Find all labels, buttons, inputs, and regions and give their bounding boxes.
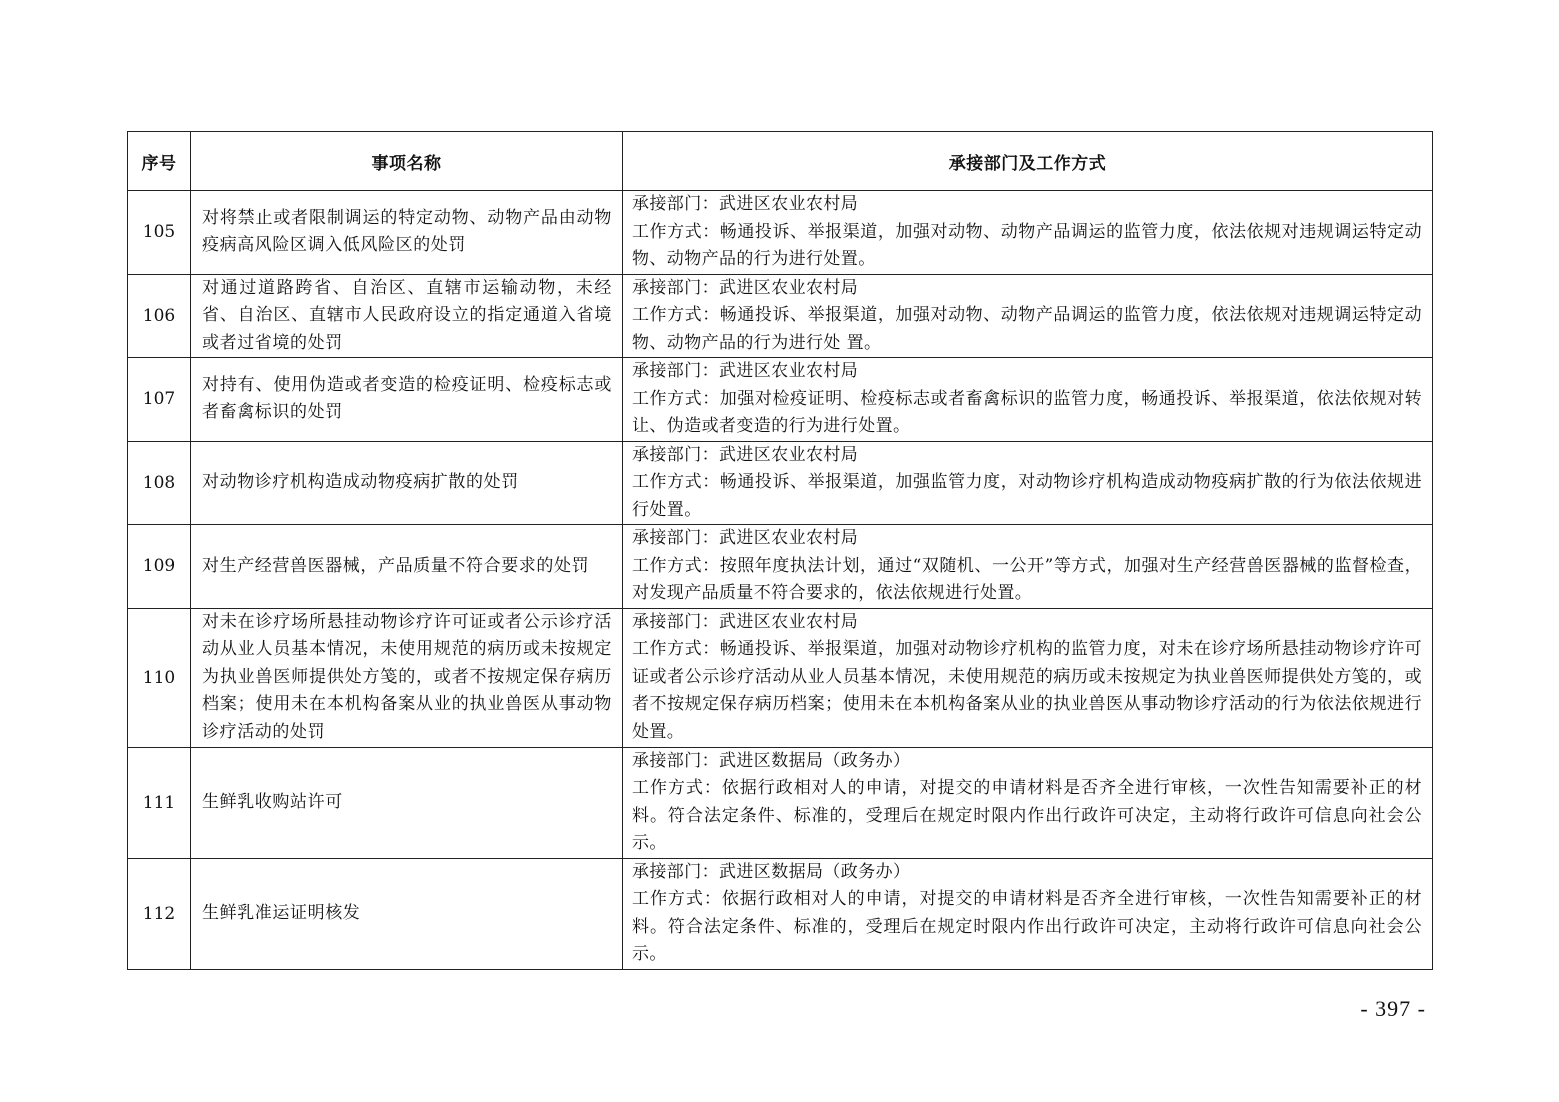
table-row xyxy=(128,747,1433,858)
department-and-method xyxy=(623,858,1433,969)
department-and-method xyxy=(623,191,1433,275)
item-name: 对将禁止或者限制调运的特定动物、动物产品由动物疫病高风险区调入低风险区的处罚 xyxy=(191,191,623,275)
header-department-and-method: 承接部门及工作方式 xyxy=(623,132,1433,191)
page-number: - 397 - xyxy=(1360,996,1426,1021)
department-and-method xyxy=(623,274,1433,358)
table-row xyxy=(128,858,1433,969)
department-line: 承接部门：武进区农业农村局 xyxy=(632,528,859,548)
department-and-method xyxy=(623,441,1433,525)
row-number: 109 xyxy=(128,525,191,609)
matters-table xyxy=(127,131,1433,970)
item-name: 生鲜乳收购站许可 xyxy=(191,747,623,858)
table-row xyxy=(128,608,1433,747)
row-number: 107 xyxy=(128,358,191,442)
method-line: 工作方式：畅通投诉、举报渠道，加强监管力度，对动物诊疗机构造成动物疫病扩散的行为依法依规进行处置。 xyxy=(632,472,1422,520)
department-line: 承接部门：武进区数据局（政务办） xyxy=(632,861,911,882)
header-item-name: 事项名称 xyxy=(191,132,623,191)
department-line: 承接部门：武进区农业农村局 xyxy=(632,444,859,465)
row-number: 106 xyxy=(128,274,191,358)
department-line: 承接部门：武进区农业农村局 xyxy=(632,194,859,214)
row-number: 112 xyxy=(128,858,191,969)
department-line: 承接部门：武进区农业农村局 xyxy=(632,611,859,632)
department-and-method xyxy=(623,747,1433,858)
department-and-method xyxy=(623,608,1433,747)
row-number: 105 xyxy=(128,191,191,275)
table-row xyxy=(128,274,1433,358)
item-name: 对未在诊疗场所悬挂动物诊疗许可证或者公示诊疗活动从业人员基本情况，未使用规范的病历或未按规定为执业兽医师提供处方笺的，或者不按规定保存病历档案；使用未在本机构备案从业的执业兽医从事动物诊疗活动的处罚 xyxy=(191,608,623,747)
method-line: 工作方式：依据行政相对人的申请，对提交的申请材料是否齐全进行审核，一次性告知需要补正的材料。符合法定条件、标准的，受理后在规定时限内作出行政许可决定，主动将行政许可信息向社会公示。 xyxy=(632,778,1422,853)
method-line: 工作方式：加强对检疫证明、检疫标志或者畜禽标识的监管力度，畅通投诉、举报渠道，依法依规对转让、伪造或者变造的行为进行处置。 xyxy=(632,388,1422,436)
item-name: 对生产经营兽医器械，产品质量不符合要求的处罚 xyxy=(191,525,623,609)
department-and-method xyxy=(623,358,1433,442)
method-line: 工作方式：按照年度执法计划，通过“双随机、一公开”等方式，加强对生产经营兽医器械的监督检查，对发现产品质量不符合要求的，依法依规进行处置。 xyxy=(632,555,1422,603)
department-line: 承接部门：武进区农业农村局 xyxy=(632,361,859,381)
row-number: 108 xyxy=(128,441,191,525)
method-line: 工作方式：畅通投诉、举报渠道，加强对动物、动物产品调运的监管力度，依法依规对违规调运特定动物、动物产品的行为进行处置。 xyxy=(632,221,1422,269)
header-serial-number: 序号 xyxy=(128,132,191,191)
item-name: 对通过道路跨省、自治区、直辖市运输动物，未经省、自治区、直辖市人民政府设立的指定通道入省境或者过省境的处罚 xyxy=(191,274,623,358)
table-header-row xyxy=(128,132,1433,191)
table-row xyxy=(128,525,1433,609)
item-name: 生鲜乳准运证明核发 xyxy=(191,858,623,969)
row-number: 110 xyxy=(128,608,191,747)
department-and-method xyxy=(623,525,1433,609)
method-line: 工作方式：依据行政相对人的申请，对提交的申请材料是否齐全进行审核，一次性告知需要补正的材料。符合法定条件、标准的，受理后在规定时限内作出行政许可决定，主动将行政许可信息向社会公示。 xyxy=(632,889,1422,964)
table-row xyxy=(128,358,1433,442)
method-line: 工作方式：畅通投诉、举报渠道，加强对动物诊疗机构的监管力度，对未在诊疗场所悬挂动物诊疗许可证或者公示诊疗活动从业人员基本情况，未使用规范的病历或未按规定为执业兽医师提供处方笺的，或者不按规定保存病历档案；使用未在本机构备案从业的执业兽医从事动物诊疗活动的行为依法依规进行处置。 xyxy=(632,639,1422,742)
department-line: 承接部门：武进区农业农村局 xyxy=(632,277,859,298)
row-number: 111 xyxy=(128,747,191,858)
method-line: 工作方式：畅通投诉、举报渠道，加强对动物、动物产品调运的监管力度，依法依规对违规调运特定动物、动物产品的行为进行处 置。 xyxy=(632,305,1422,353)
department-line: 承接部门：武进区数据局（政务办） xyxy=(632,750,911,771)
table-row xyxy=(128,191,1433,275)
table-row xyxy=(128,441,1433,525)
item-name: 对动物诊疗机构造成动物疫病扩散的处罚 xyxy=(191,441,623,525)
item-name: 对持有、使用伪造或者变造的检疫证明、检疫标志或者畜禽标识的处罚 xyxy=(191,358,623,442)
